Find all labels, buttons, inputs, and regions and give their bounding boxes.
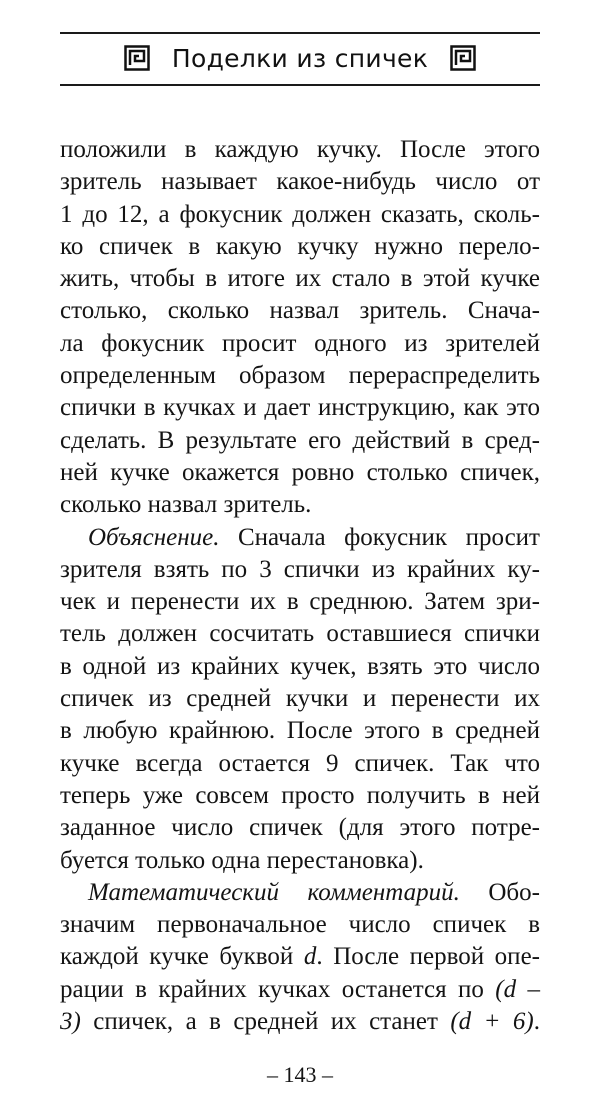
- running-head: [60, 36, 540, 80]
- text-line: теперь уже совсем просто получить в ней: [60, 781, 540, 809]
- text-line: значим первоначальное число спичек в: [60, 911, 540, 939]
- run-in-heading: Объяснение.: [88, 523, 220, 551]
- math-expression: (d + 6): [450, 1008, 534, 1036]
- text-line: тель должен сосчитать оставшиеся спички: [60, 620, 540, 648]
- header-rule-bottom: [60, 84, 540, 86]
- text-line: рации в крайних кучках останется по (d –: [60, 975, 541, 1003]
- text-line: в любую крайнюю. После этого в средней: [60, 717, 540, 745]
- math-variable: d: [303, 943, 317, 971]
- math-expression: (d –: [495, 975, 541, 1003]
- running-head-title: Поделки из спичек: [171, 43, 429, 73]
- text-line: кучке всегда остается 9 спичек. Так что: [60, 749, 540, 777]
- text-line: 1 до 12, а фокусник должен сказать, сколь-: [60, 200, 540, 228]
- text-line: чек и перенести их в среднюю. Затем зри-: [60, 588, 540, 616]
- text-line: жить, чтобы в итоге их стало в этой кучке: [60, 265, 540, 293]
- run-in-heading: Математический комментарий.: [88, 878, 460, 906]
- text-line: сделать. В результате его действий в сред-: [60, 426, 540, 454]
- text-line: ла фокусник просит одного из зрителей: [60, 329, 540, 357]
- text-line: 3) спичек, а в средней их станет (d + 6).: [60, 1008, 540, 1036]
- text-line: ней кучке окажется ровно столько спичек,: [60, 458, 540, 486]
- math-expression: 3): [60, 1008, 81, 1036]
- greek-key-icon: [450, 45, 476, 71]
- text-line: столько, сколько назвал зритель. Снача-: [60, 297, 540, 325]
- text-line: Математический комментарий. Обо-: [88, 878, 540, 906]
- text-line: зритель называет какое-нибудь число от: [60, 168, 540, 196]
- text-line: в одной из крайних кучек, взять это число: [60, 652, 540, 680]
- text-line: ко спичек в какую кучку нужно перело-: [60, 232, 540, 260]
- text-line: определенным образом перераспределить: [60, 362, 540, 390]
- text-line: Объяснение. Сначала фокусник просит: [88, 523, 540, 551]
- greek-key-icon: [124, 45, 150, 71]
- text-line: сколько назвал зритель.: [60, 491, 312, 519]
- text-line: спички в кучках и дает инструкцию, как это: [60, 394, 540, 422]
- text-line: зрителя взять по 3 спички из крайних ку-: [60, 555, 540, 583]
- text-line: каждой кучке буквой d. После первой опе-: [60, 943, 540, 971]
- text-line: положили в каждую кучку. После этого: [60, 136, 540, 163]
- text-line: заданное число спичек (для этого потре-: [60, 814, 540, 842]
- body-text: [60, 134, 540, 1038]
- page-number: – 143 –: [267, 1062, 333, 1087]
- text-line: буется только одна перестановка).: [60, 846, 424, 874]
- header-rule-top: [60, 32, 540, 34]
- text-line: спичек из средней кучки и перенести их: [60, 685, 540, 713]
